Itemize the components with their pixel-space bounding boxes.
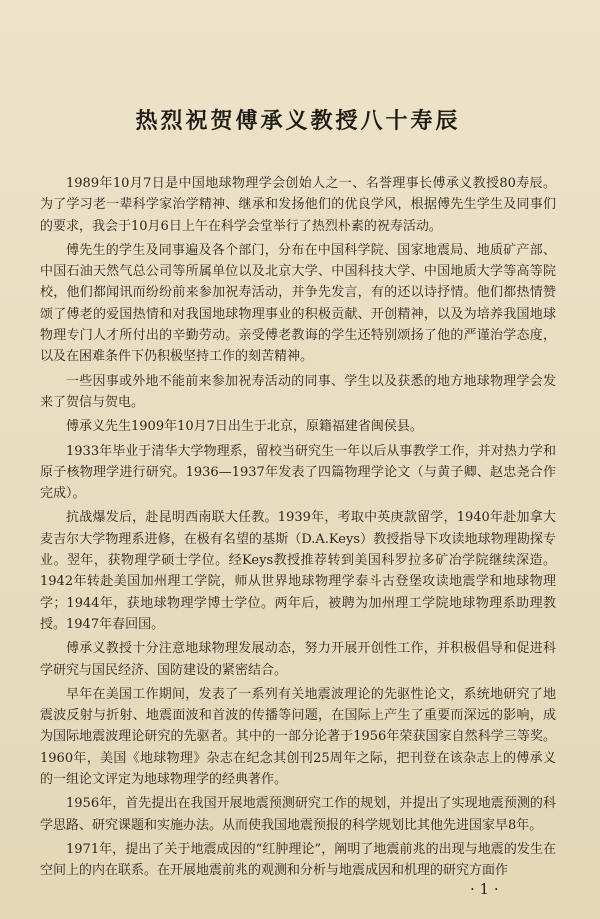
article-title: 热烈祝贺傅承义教授八十寿辰	[135, 108, 461, 134]
paragraph: 一些因事或外地不能前来参加祝寿活动的同事、学生以及获悉的地方地球物理学会发来了贺信与贺电。	[40, 373, 556, 410]
paragraph: 早年在美国工作期间，发表了一系列有关地震波理论的先驱性论文，系统地研究了地震波反射与折射、地震面波和首波的传播等问题，在国际上产生了重要而深远的影响，成为国际地震波理论研究的先驱者。其中的一部分论著于1956年荣获国家自然科学三等奖。1960年，美国《地球物理》杂志在纪念其创刊25周年之际，把刊登在该杂志上的傅承义的一组论文评定为地球物理学的经典著作。	[40, 686, 556, 788]
paragraph: 1989年10月7日是中国地球物理学会创始人之一、名誉理事长傅承义教授80寿辰。为了学习老一辈科学家治学精神、继承和发扬他们的优良学风，根据傅先生学生及同事们的要求，我会于10月6日上午在科学会堂举行了热烈朴素的祝寿活动。	[40, 176, 556, 234]
page-number: · 1 ·	[470, 880, 499, 898]
paragraph: 傅承义先生1909年10月7日出生于北京，原籍福建省闽侯县。	[66, 419, 423, 435]
paragraph: 抗战爆发后，赴昆明西南联大任教。1939年，考取中英庚款留学，1940年赴加拿大麦吉尔大学物理系进修，在极有名望的基斯（D.A.Keys）教授指导下攻读地球物理勘探专业。翌年，获物理学硕士学位。经Keys教授推荐转到美国科罗拉多矿冶学院继续深造。1942年转赴美国加州理工学院，师从世界地球物理学泰斗古登堡攻读地震学和地球物理学；1944年，获地球物理学博士学位。两年后，被聘为加州理工学院地球物理系助理教授。1947年春回国。	[40, 510, 556, 632]
paragraph: 傅承义教授十分注意地球物理发展动态，努力开展开创性工作，并积极倡导和促进科学研究与国民经济、国防建设的紧密结合。	[40, 641, 556, 678]
paragraph: 1971年，提出了关于地震成因的“红肿理论”，阐明了地震前兆的出现与地震的发生在空间上的内在联系。在开展地震前兆的观测和分析与地震成因和机理的研究方面作	[40, 841, 556, 879]
paragraph: 1933年毕业于清华大学物理系，留校当研究生一年以后从事教学工作，并对热力学和原子核物理学进行研究。1936—1937年发表了四篇物理学论文（与黄子卿、赵忠尧合作完成）。	[40, 443, 556, 502]
paragraph: 1956年，首先提出在我国开展地震预测研究工作的规划，并提出了实现地震预测的科学思路、研究课题和实施办法。从而使我国地震预报的科学规划比其他先进国家早8年。	[40, 796, 556, 833]
paragraph: 傅先生的学生及同事遍及各个部门，分布在中国科学院、国家地震局、地质矿产部、中国石油天然气总公司等所属单位以及北京大学、中国科技大学、中国地质大学等高等院校，他们都闻讯而纷纷前来参加祝寿活动，并争先发言，有的还以诗抒情。他们都热情赞颂了傅老的爱国热情和对我国地球物理事业的积极贡献、开创精神，以及为培养我国地球物理专门人才所付出的辛勤劳动。亲受傅老教诲的学生还特别颂扬了他的严谨治学态度，以及在困难条件下仍积极坚持工作的刻苦精神。	[40, 242, 556, 365]
